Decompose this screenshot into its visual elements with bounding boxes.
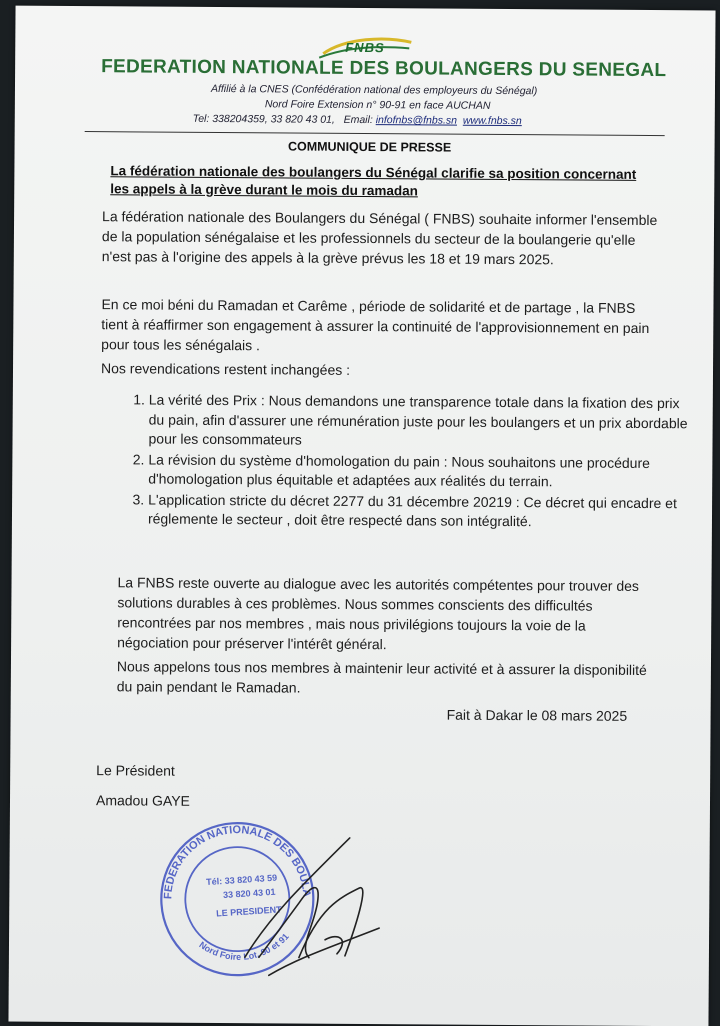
document-subject: La fédération nationale des boulangers du Sénégal clarifie sa position concernant les appels à la grève durant le mois du ramadan [110, 163, 637, 199]
signatory-title: Le Président [96, 762, 175, 779]
email-label: Email: [343, 113, 373, 127]
document-page [8, 6, 715, 1026]
list-item: 2. La révision du système d'homologation du pain : Nous souhaitons une procédure d'homologation plus équitable et adaptées aux réalités du terrain. [148, 450, 688, 493]
organization-name: FEDERATION NATIONALE DES BOULANGERS DU SENEGAL [101, 56, 667, 82]
demands-intro: Nos revendications restent inchangées : [100, 360, 351, 378]
address-line: Nord Foire Extension n° 90-91 en face AUCHAN [264, 98, 491, 112]
document-type-title: COMMUNIQUE DE PRESSE [287, 139, 452, 155]
contact-line [193, 113, 522, 127]
official-stamp [149, 807, 390, 989]
place-date: Fait à Dakar le 08 mars 2025 [446, 706, 628, 724]
list-item: 1. La vérité des Prix : Nous demandons une transparence totale dans la fixation des prix du pain, afin d'assurer une rémunération juste pour les boulangers et un prix abordable pour les consommateurs [148, 391, 688, 453]
stamp-bottom-text: Nord Foire Lot. 90 et 91 [197, 931, 291, 962]
website-link[interactable]: www.fnbs.sn [462, 114, 522, 128]
paragraph-commitment: En ce moi béni du Ramadan et Carême , période de solidarité et de partage , la FNBS tient à réaffirmer son engagement à assurer la continuité de l'approvisionnement en pain pour tous les sénégalais . [101, 296, 650, 354]
phone-numbers: Tel: 338204359, 33 820 43 01, [192, 112, 335, 126]
paragraph-appeal: Nous appelons tous nos membres à maintenir leur activité et à assurer la disponibilité du pain pendant le Ramadan. [116, 658, 647, 696]
stamp-phone-2: 33 820 43 01 [222, 886, 276, 901]
stamp-ring-text: FEDERATION NATIONALE DES BOULANGERS [162, 824, 313, 900]
email-link[interactable]: infofnbs@fnbs.sn [375, 114, 458, 127]
list-item: 3. L'application stricte du décret 2277 du 31 décembre 20219 : Ce décret qui encadre et réglemente le secteur , doit être respecté dans son intégralité. [148, 490, 688, 533]
demands-list [112, 390, 689, 534]
logo-text: FNBS [345, 39, 385, 56]
header-divider [85, 131, 665, 136]
paragraph-intro: La fédération nationale des Boulangers du Sénégal ( FNBS) souhaite informer l'ensemble de la population sénégalaise et les professionnels du secteur de la boulangerie qu'elle n'est pas à l'origine des appels à la grève prévus les 18 et 19 mars 2025. [101, 208, 658, 268]
stamp-role: LE PRESIDENT [215, 904, 282, 919]
affiliation-line: Affilié à la CNES (Confédération national des employeurs du Sénégal) [210, 82, 538, 98]
stamp-phone-1: Tél: 33 820 43 59 [205, 872, 278, 888]
paragraph-dialogue: La FNBS reste ouverte au dialogue avec les autorités compétentes pour trouver des solutions durables à ces problèmes. Nous sommes conscients des difficultés rencontrées par nos membres , mais nous privilégions toujours la voie de la négociation pour préserver l'intérêt général. [117, 574, 639, 653]
signatory-name: Amadou GAYE [95, 792, 190, 809]
